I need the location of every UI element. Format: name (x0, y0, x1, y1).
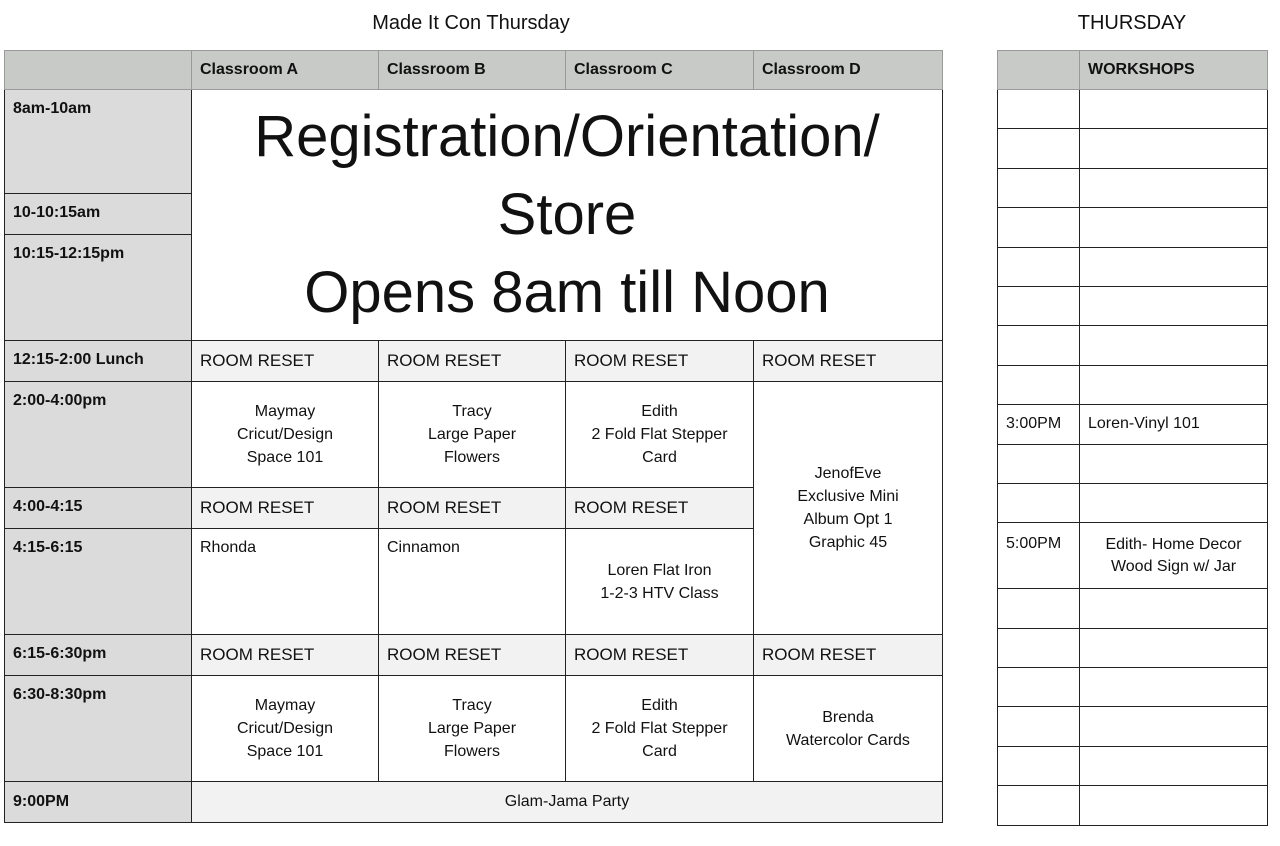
room-reset-cell: ROOM RESET (754, 635, 943, 676)
workshop-name (1080, 589, 1268, 628)
room-reset-cell: ROOM RESET (192, 341, 379, 382)
workshop-row (998, 483, 1268, 522)
workshop-name (1080, 129, 1268, 168)
workshop-time (998, 129, 1080, 168)
workshop-name (1080, 286, 1268, 325)
column-header-classroom-a: Classroom A (192, 51, 379, 90)
workshop-row (998, 746, 1268, 785)
workshop-time (998, 746, 1080, 785)
room-reset-cell: ROOM RESET (192, 635, 379, 676)
workshop-name (1080, 483, 1268, 522)
session-cell: Tracy Large Paper Flowers (379, 676, 566, 782)
schedule-header-row (5, 51, 943, 90)
workshop-time-header (998, 51, 1080, 90)
workshop-row (998, 707, 1268, 746)
session-cell: Brenda Watercolor Cards (754, 676, 943, 782)
room-reset-cell: ROOM RESET (379, 341, 566, 382)
room-reset-cell: ROOM RESET (566, 635, 754, 676)
workshop-time (998, 286, 1080, 325)
workshop-name (1080, 365, 1268, 404)
schedule-title: Made It Con Thursday (372, 12, 570, 34)
workshop-name (1080, 208, 1268, 247)
workshop-row (998, 247, 1268, 286)
workshop-time: 5:00PM (998, 523, 1080, 589)
room-reset-cell: ROOM RESET (566, 341, 754, 382)
workshops-title: THURSDAY (1077, 12, 1187, 34)
column-header-classroom-d: Classroom D (754, 51, 943, 90)
workshop-time (998, 483, 1080, 522)
workshop-row (998, 589, 1268, 628)
workshop-time (998, 365, 1080, 404)
room-reset-cell: ROOM RESET (379, 488, 566, 529)
workshop-name (1080, 786, 1268, 825)
session-cell: Edith 2 Fold Flat Stepper Card (566, 382, 754, 488)
workshop-row (998, 365, 1268, 404)
workshop-name (1080, 707, 1268, 746)
workshop-row (998, 129, 1268, 168)
workshop-time (998, 90, 1080, 129)
workshop-name (1080, 444, 1268, 483)
workshop-name (1080, 746, 1268, 785)
session-cell: JenofEve Exclusive Mini Album Opt 1 Graphic 45 (754, 382, 943, 635)
workshop-time (998, 208, 1080, 247)
workshop-name (1080, 326, 1268, 365)
session-cell: Tracy Large Paper Flowers (379, 382, 566, 488)
workshop-row (998, 168, 1268, 207)
time-slot: 10-10:15am (5, 194, 192, 235)
workshop-row (998, 668, 1268, 707)
time-slot: 6:15-6:30pm (5, 635, 192, 676)
workshop-row (998, 444, 1268, 483)
table-row (5, 341, 943, 382)
table-row (5, 90, 943, 194)
workshop-time (998, 444, 1080, 483)
table-row (5, 382, 943, 488)
column-header-classroom-b: Classroom B (379, 51, 566, 90)
room-reset-cell: ROOM RESET (566, 488, 754, 529)
workshop-time (998, 168, 1080, 207)
room-reset-cell: ROOM RESET (192, 488, 379, 529)
workshop-name-header: WORKSHOPS (1080, 51, 1268, 90)
time-slot: 2:00-4:00pm (5, 382, 192, 488)
workshop-name (1080, 628, 1268, 667)
session-cell: Maymay Cricut/Design Space 101 (192, 382, 379, 488)
workshop-time (998, 326, 1080, 365)
time-slot: 12:15-2:00 Lunch (5, 341, 192, 382)
column-header-classroom-c: Classroom C (566, 51, 754, 90)
workshop-time (998, 786, 1080, 825)
room-reset-cell: ROOM RESET (379, 635, 566, 676)
workshops-table (997, 50, 1268, 826)
time-slot: 8am-10am (5, 90, 192, 194)
workshop-row (998, 523, 1268, 589)
time-slot: 10:15-12:15pm (5, 235, 192, 341)
workshops-header-row (998, 51, 1268, 90)
room-reset-cell: ROOM RESET (754, 341, 943, 382)
workshop-time (998, 668, 1080, 707)
workshop-name (1080, 168, 1268, 207)
corner-header (5, 51, 192, 90)
workshop-time: 3:00PM (998, 405, 1080, 444)
time-slot: 6:30-8:30pm (5, 676, 192, 782)
registration-banner: Registration/Orientation/ Store Opens 8am till Noon (192, 90, 943, 341)
schedule-table (4, 50, 943, 823)
session-cell: Maymay Cricut/Design Space 101 (192, 676, 379, 782)
workshop-row (998, 628, 1268, 667)
time-slot: 9:00PM (5, 782, 192, 823)
workshop-name: Edith- Home Decor Wood Sign w/ Jar (1080, 523, 1268, 589)
workshop-name (1080, 668, 1268, 707)
time-slot: 4:15-6:15 (5, 529, 192, 635)
workshop-row (998, 786, 1268, 825)
workshop-row (998, 286, 1268, 325)
workshop-name: Loren-Vinyl 101 (1080, 405, 1268, 444)
table-row (5, 782, 943, 823)
party-cell: Glam-Jama Party (192, 782, 943, 823)
workshop-time (998, 247, 1080, 286)
workshop-time (998, 589, 1080, 628)
table-row (5, 676, 943, 782)
workshop-name (1080, 247, 1268, 286)
session-cell: Loren Flat Iron 1-2-3 HTV Class (566, 529, 754, 635)
workshop-name (1080, 90, 1268, 129)
workshop-time (998, 628, 1080, 667)
session-cell: Rhonda (192, 529, 379, 635)
time-slot: 4:00-4:15 (5, 488, 192, 529)
session-cell: Cinnamon (379, 529, 566, 635)
session-cell: Edith 2 Fold Flat Stepper Card (566, 676, 754, 782)
workshop-time (998, 707, 1080, 746)
workshop-row (998, 405, 1268, 444)
table-row (5, 635, 943, 676)
workshop-row (998, 90, 1268, 129)
workshop-row (998, 208, 1268, 247)
workshop-row (998, 326, 1268, 365)
